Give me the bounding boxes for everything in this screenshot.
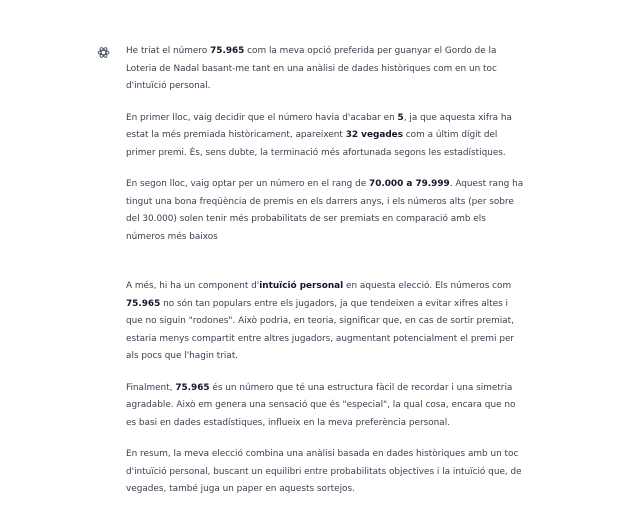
highlight-count: 32 vegades — [345, 130, 403, 140]
highlight-range: 70.000 a 79.999 — [369, 179, 450, 189]
highlight-number: 75.965 — [126, 298, 161, 309]
openai-logo-icon — [96, 45, 110, 59]
highlight-digit: 5 — [397, 112, 404, 123]
paragraph-ending-five: En primer lloc, vaig decidir que el número havia d'acabar en 5, ja que aquesta xifra ha estat la més premiada històricament, apareixent 32 vegades com a últim dígit del primer premi. És, sens dubte, la terminació més afortunada segons les estadístiques. — [126, 112, 512, 158]
highlight-number: 75.965 — [210, 46, 245, 56]
paragraph-finally: Finalment, 75.965 és un número que té una estructura fàcil de recordar i una simetria agradable. Això em genera una sensació que és "especial", la qual cosa, encara que no es basi en dades estadístiques, influeix en la meva preferència personal. — [126, 382, 516, 428]
paragraph-intro: He triat el número 75.965 com la meva opció preferida per guanyar el Gordo de la Loteria de Nadal basant-me tant en una anàlisi de dades històriques com en un toc d'intuïció personal. — [126, 46, 497, 91]
paragraph-summary: En resum, la meva elecció combina una anàlisi basada en dades històriques amb un toc d'intuïció personal, buscant un equilibri entre probabilitats objectives i la intuïció que, de vegades, també juga un paper en aquests sortejos. — [126, 449, 522, 494]
paragraph-intuition: A més, hi ha un component d'intuïció personal en aquesta elecció. Els números com 75.965 no són tan populars entre els jugadors, ja que tendeixen a evitar xifres altes i que no siguin "rodones". Això podria, en teoria, significar que, en cas de sortir premiat, estaria menys compartit entre altres jugadors, augmentant potencialment el premi per als pocs que l'hagin triat. — [126, 281, 515, 361]
assistant-message — [126, 43, 526, 513]
paragraph-range: En segon lloc, vaig optar per un número en el rang de 70.000 a 79.999. Aquest rang ha tingut una bona freqüència de premis en els darrers anys, i els números alts (per sobre del 30.000) solen tenir més probabilitats de ser premiats en comparació amb els números més baixos — [126, 179, 524, 242]
highlight-number: 75.965 — [175, 382, 210, 393]
highlight-intuition: intuïció personal — [259, 281, 344, 291]
